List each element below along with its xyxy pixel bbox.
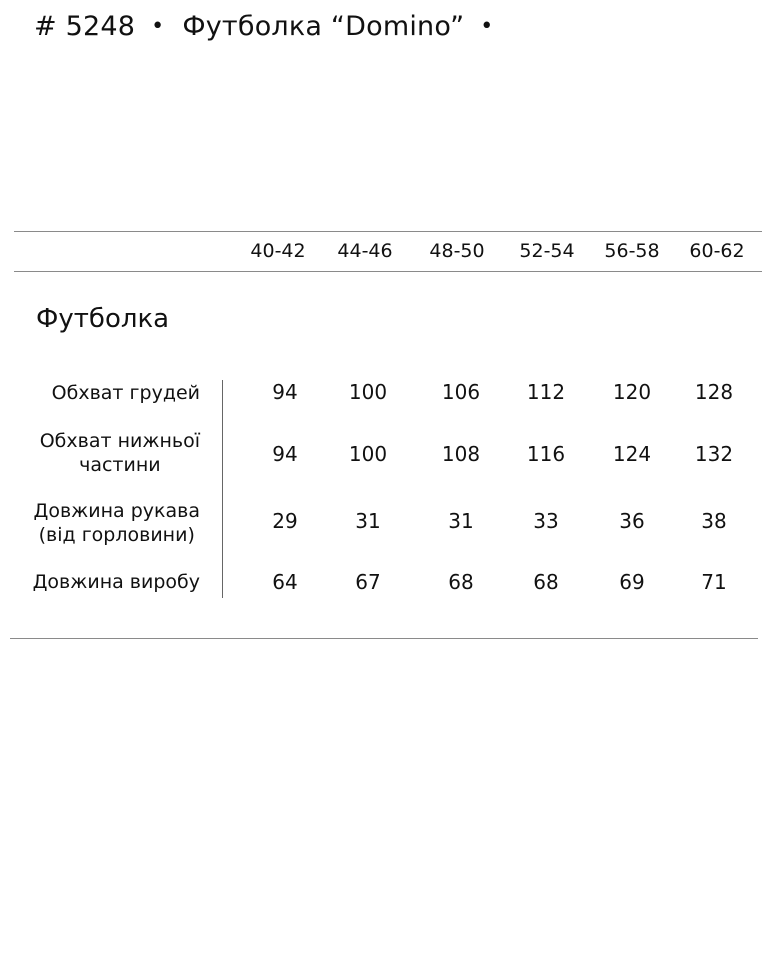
table-cell: 100 [348,380,388,404]
row-label-line: Обхват нижньої [39,430,200,452]
table-cell: 94 [272,380,298,404]
table-cell: 38 [701,509,727,533]
row-label-line: (від горловини) [38,524,195,546]
row-label-line: Обхват грудей [51,382,200,404]
section-title: Футболка [36,304,170,334]
label-column-divider [222,380,223,598]
table-cell: 116 [526,442,566,466]
row-label [33,570,200,594]
size-header: 52-54 [519,240,575,262]
table-cell: 68 [448,570,474,594]
table-cell: 106 [441,380,481,404]
page-title [34,6,493,46]
table-cell: 124 [612,442,652,466]
row-label-line: Довжина рукава [33,500,200,522]
table-cell: 94 [272,442,298,466]
table-bottom-divider [10,638,758,639]
separator-dot-end: • [480,13,494,39]
size-header: 56-58 [604,240,660,262]
row-label [40,429,200,477]
table-cell: 36 [619,509,645,533]
size-header: 60-62 [689,240,745,262]
table-cell: 120 [612,380,652,404]
size-header: 48-50 [429,240,485,262]
table-cell: 112 [526,380,566,404]
table-top-divider [14,231,762,232]
table-cell: 31 [355,509,381,533]
table-cell: 108 [441,442,481,466]
separator-dot: • [151,13,165,39]
table-cell: 64 [272,570,298,594]
table-cell: 69 [619,570,645,594]
row-label [33,499,200,547]
table-cell: 128 [694,380,734,404]
size-header: 44-46 [337,240,393,262]
table-cell: 71 [701,570,727,594]
table-cell: 33 [533,509,559,533]
table-cell: 29 [272,509,298,533]
row-label-line: Довжина виробу [32,571,200,593]
size-header: 40-42 [250,240,306,262]
table-cell: 67 [355,570,381,594]
row-label-line: частини [79,454,161,476]
product-code: # 5248 [34,10,136,42]
table-cell: 132 [694,442,734,466]
table-cell: 68 [533,570,559,594]
table-cell: 100 [348,442,388,466]
header-divider [14,271,762,272]
table-cell: 31 [448,509,474,533]
product-title: Футболка “Domino” [182,10,465,42]
row-label [52,381,200,405]
